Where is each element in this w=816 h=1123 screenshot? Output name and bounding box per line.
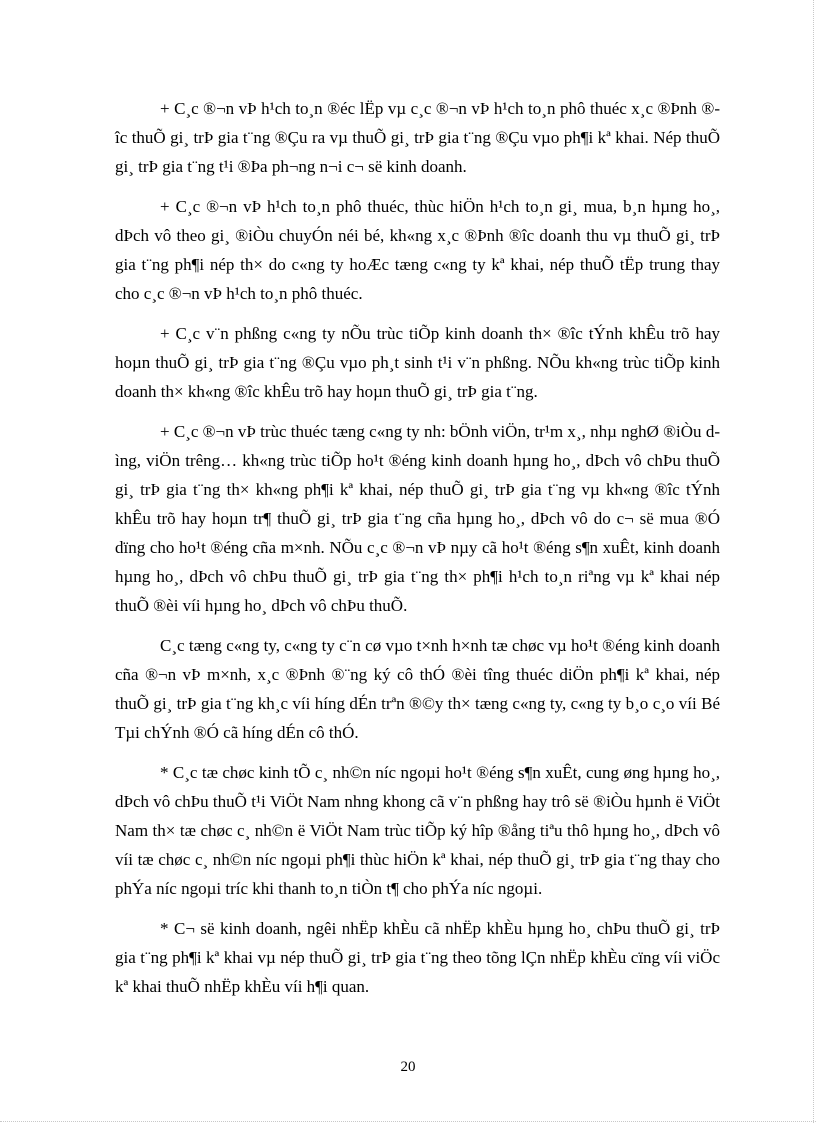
paragraph-3: + C¸c v¨n phßng c«ng ty nÕu trùc tiÕp kinh doanh th× ®îc tÝnh khÊu trõ hay hoµn thuÕ gi¸ trÞ gia t¨ng ®Çu vµo ph¸t sinh t¹i v¨n phßng. NÕu kh«ng trùc tiÕp kinh doanh th× kh«ng ®îc khÊu trõ hay hoµn thuÕ gi¸ trÞ gia t¨ng.: [115, 324, 720, 401]
paragraph-6: * C¸c tæ chøc kinh tÕ c¸ nh©n níc ngoµi ho¹t ®éng s¶n xuÊt, cung øng hµng ho¸, dÞch vô chÞu thuÕ t¹i ViÖt Nam nhng khong cã v¨n phßng hay trô së ®iÒu hµnh ë ViÖt Nam th× tæ chøc c¸ nh©n ë ViÖt Nam trùc tiÕp ký hîp ®ång tiªu thô hµng ho¸, dÞch vô víi tæ chøc c¸ nh©n níc ngoµi ph¶i thùc hiÖn kª khai, nép thuÕ gi¸ trÞ gia t¨ng thay cho phÝa níc ngoµi tríc khi thanh to¸n tiÒn t¶ cho phÝa níc ngoµi.: [115, 763, 720, 898]
paragraph-2: + C¸c ®¬n vÞ h¹ch to¸n phô thuéc, thùc hiÖn h¹ch to¸n gi¸ mua, b¸n hµng ho¸, dÞch vô theo gi¸ ®iÒu chuyÓn néi bé, kh«ng x¸c ®Þnh ®îc doanh thu vµ thuÕ gi¸ trÞ gia t¨ng ph¶i nép th× do c«ng ty hoÆc tæng c«ng ty kª khai, nép thuÕ tËp trung thay cho c¸c ®¬n vÞ h¹ch to¸n phô thuéc.: [115, 197, 720, 303]
document-body: [115, 94, 720, 1012]
paragraph-5: C¸c tæng c«ng ty, c«ng ty c¨n cø vµo t×nh h×nh tæ chøc vµ ho¹t ®éng kinh doanh cña ®¬n vÞ m×nh, x¸c ®Þnh ®¨ng ký cô thÓ ®èi tîng thuéc diÖn ph¶i kª khai, nép thuÕ gi¸ trÞ gia t¨ng kh¸c víi híng dÉn trªn ®©y th× tæng c«ng ty, c«ng ty b¸o c¸o víi Bé Tµi chÝnh ®Ó cã híng dÉn cô thÓ.: [115, 636, 720, 742]
paragraph-1: + C¸c ®¬n vÞ h¹ch to¸n ®éc lËp vµ c¸c ®¬n vÞ h¹ch to¸n phô thuéc x¸c ®Þnh ®îc thuÕ gi¸ trÞ gia t¨ng ®Çu ra vµ thuÕ gi¸ trÞ gia t¨ng ®Çu vµo ph¶i kª khai. Nép thuÕ gi¸ trÞ gia t¨ng t¹i ®Þa ph¬ng n¬i c¬ së kinh doanh.: [115, 99, 720, 176]
paragraph-7: * C¬ së kinh doanh, ngêi nhËp khÈu cã nhËp khÈu hµng ho¸ chÞu thuÕ gi¸ trÞ gia t¨ng ph¶i kª khai vµ nép thuÕ gi¸ trÞ gia t¨ng theo tõng lÇn nhËp khÈu cïng víi viÖc kª khai thuÕ nhËp khÈu víi h¶i quan.: [115, 919, 720, 996]
page-number: 20: [400, 1059, 416, 1075]
page-edge-bottom: [0, 1121, 816, 1122]
paragraph-4: + C¸c ®¬n vÞ trùc thuéc tæng c«ng ty nh: bÖnh viÖn, tr¹m x¸, nhµ nghØ ®iÒu dìng, viÖn trêng… kh«ng trùc tiÕp ho¹t ®éng kinh doanh hµng ho¸, dÞch vô chÞu thuÕ gi¸ trÞ gia t¨ng th× kh«ng ph¶i kª khai, nép thuÕ gi¸ trÞ gia t¨ng vµ kh«ng ®îc tÝnh khÊu trõ hay hoµn tr¶ thuÕ gi¸ trÞ gia t¨ng cña hµng ho¸, dÞch vô do c¬ së mua ®Ó dïng cho ho¹t ®éng cña m×nh. NÕu c¸c ®¬n vÞ nµy cã ho¹t ®éng s¶n xuÊt, kinh doanh hµng ho¸, dÞch vô chÞu thuÕ gi¸ trÞ gia t¨ng th× ph¶i h¹ch to¸n riªng vµ kª khai nép thuÕ ®èi víi hµng ho¸ dÞch vô chÞu thuÕ.: [115, 422, 720, 615]
page-edge-right: [813, 0, 814, 1123]
